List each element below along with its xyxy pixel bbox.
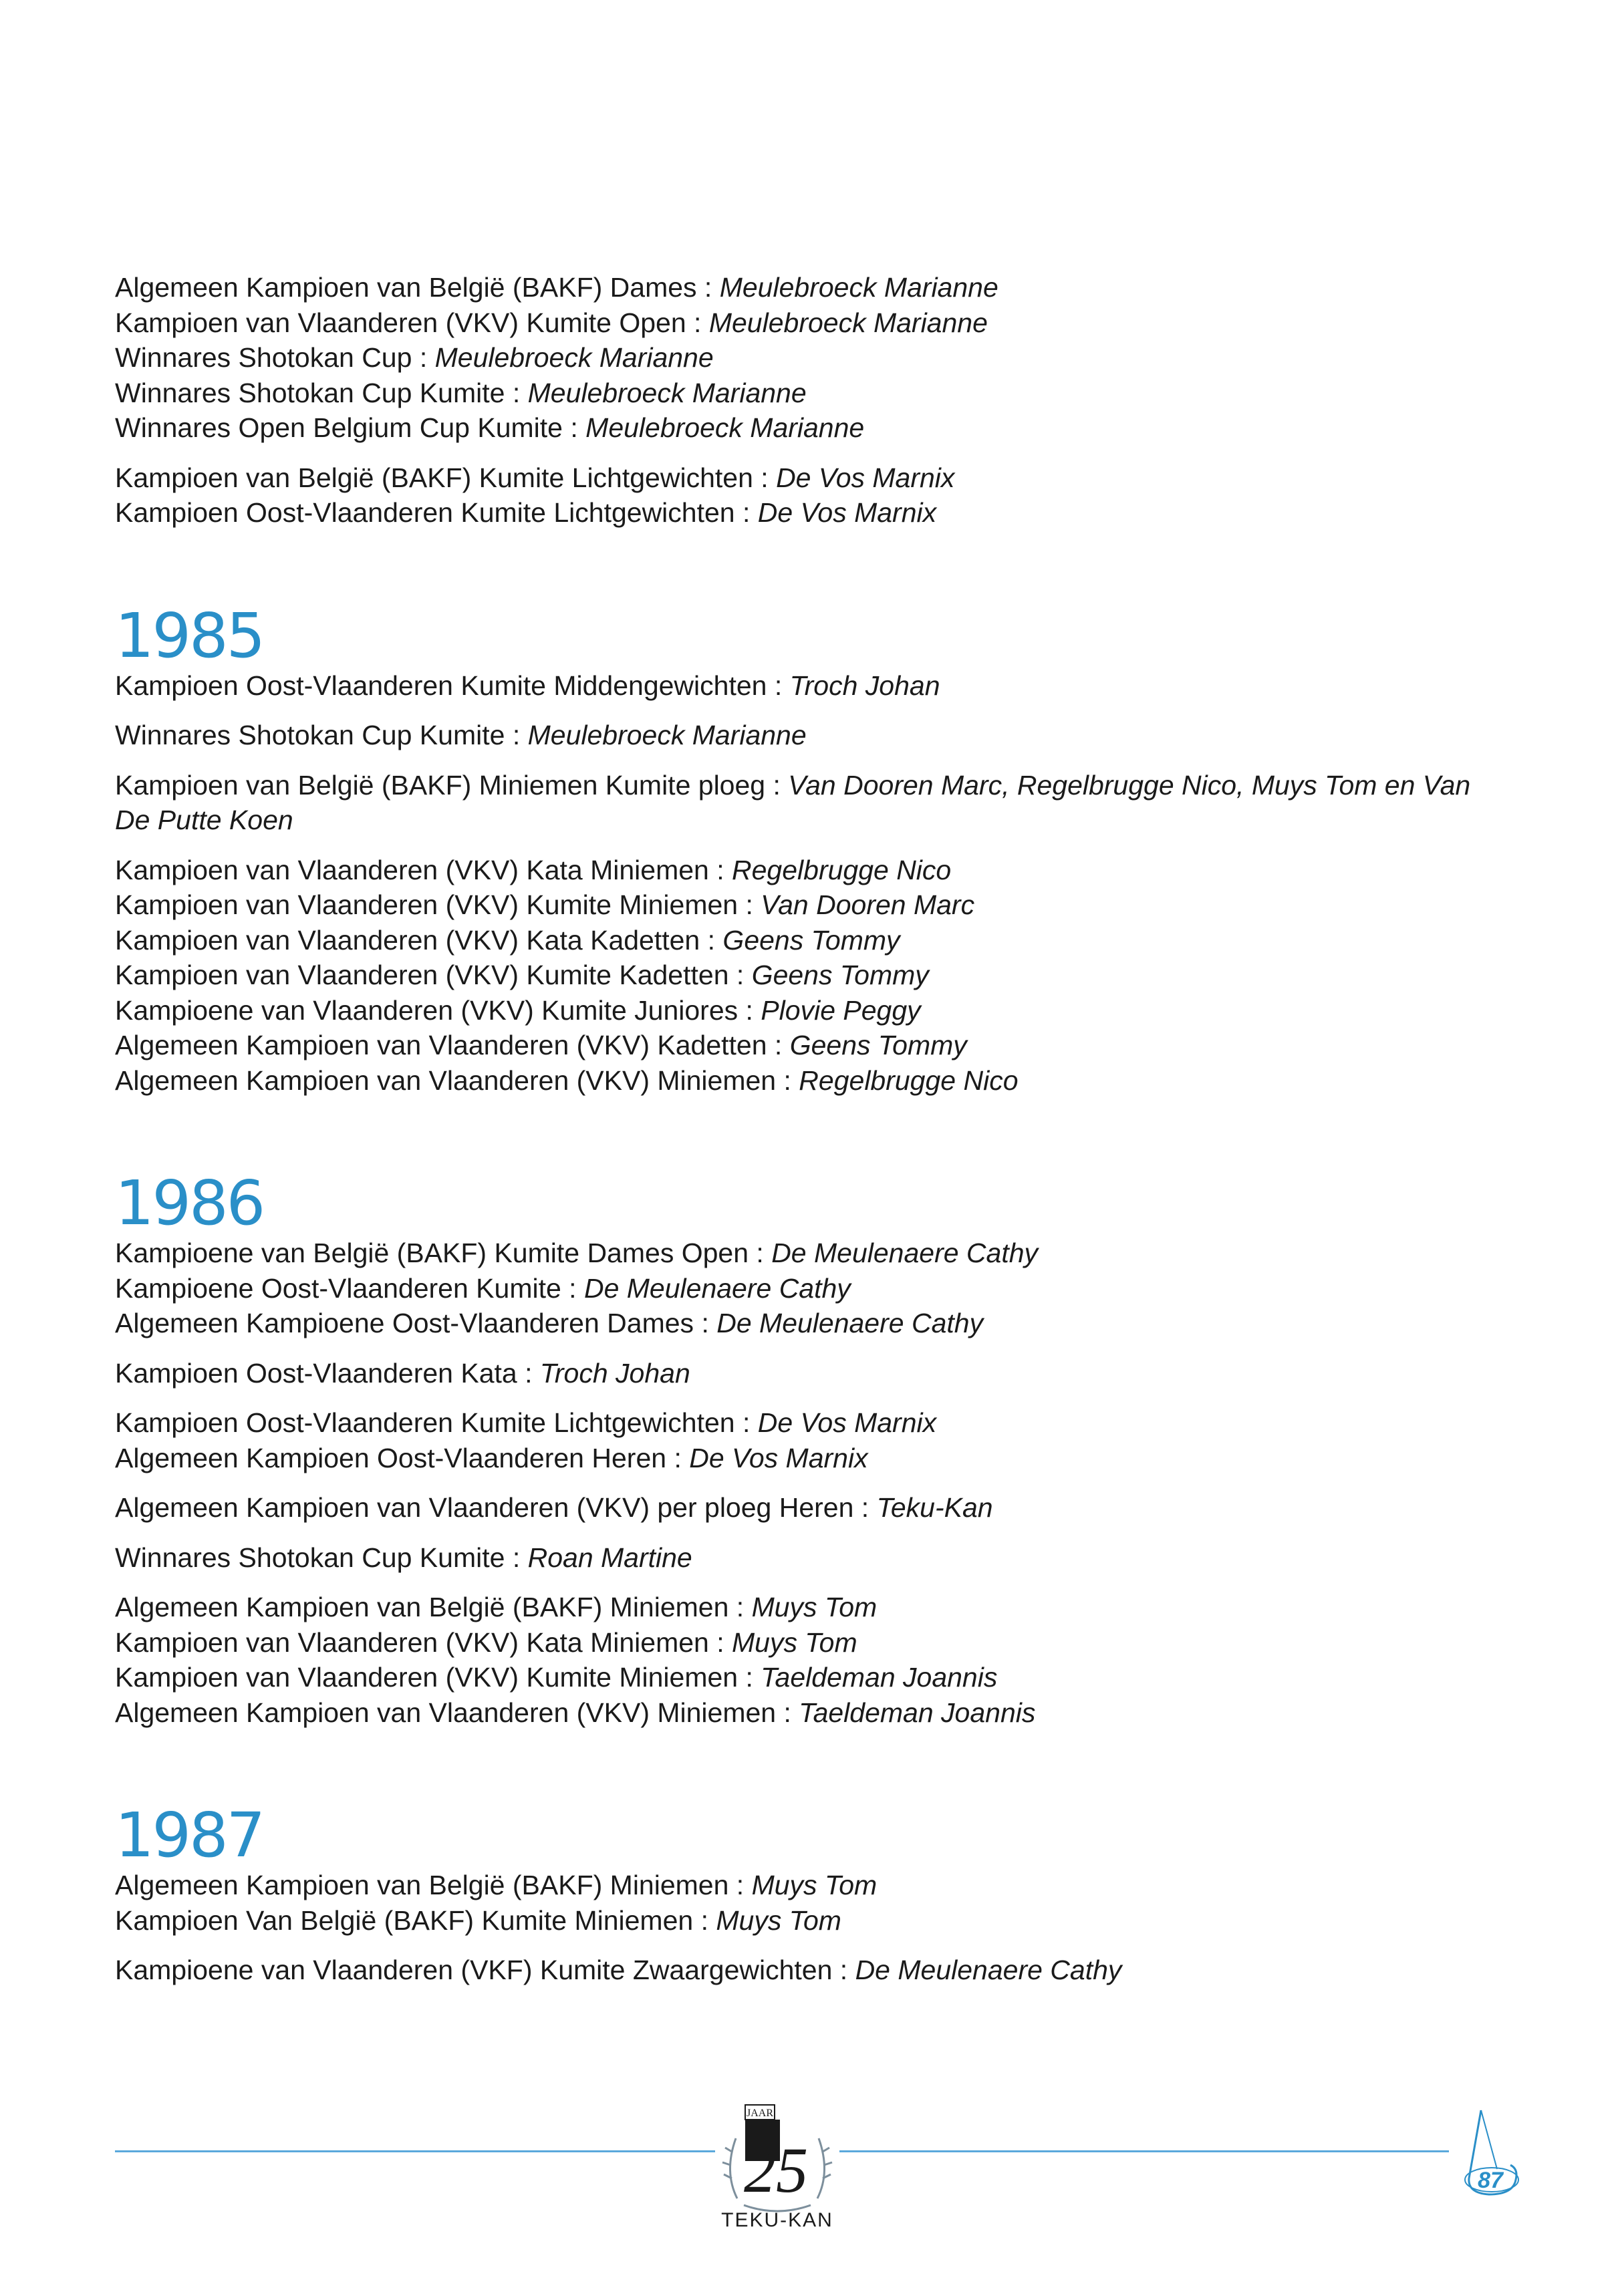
entry-label: Kampioen van Vlaanderen (VKV) Kata Miniemen [115, 1626, 709, 1658]
entry-label: Kampioen Van België (BAKF) Kumite Miniemen [115, 1904, 694, 1936]
entry-label: Winnares Shotokan Cup Kumite [115, 377, 505, 408]
entry-name: Van Dooren Marc, Regelbrugge Nico, Muys Tom en Van De Putte Koen [115, 769, 1471, 835]
entry-label: Kampioene van Vlaanderen (VKV) Kumite Juniores [115, 994, 739, 1026]
entry-name: Geens Tommy [751, 960, 929, 990]
entry-label: Kampioen Oost-Vlaanderen Kumite Middengewichten [115, 670, 767, 701]
entry-label: Algemeen Kampioene Oost-Vlaanderen Dames [115, 1308, 694, 1338]
entry-label: Algemeen Kampioen van België (BAKF) Miniemen [115, 1870, 729, 1900]
page-number-badge [1449, 2105, 1529, 2198]
entry-line: Kampioen van Vlaanderen (VKV) Kata Miniemen : Regelbrugge Nico [115, 854, 952, 885]
entry-line: Kampioen Oost-Vlaanderen Kata : Troch Johan [115, 1357, 690, 1389]
entry-line: Winnares Shotokan Cup Kumite : Meulebroeck Marianne [115, 720, 807, 750]
entry-line: Kampioen van Vlaanderen (VKV) Kumite Miniemen : Van Dooren Marc [115, 889, 975, 920]
entry-label: Kampioen van Vlaanderen (VKV) Kumite Kadetten [115, 960, 729, 990]
entry-line: Kampioen Oost-Vlaanderen Kumite Lichtgewichten : De Vos Marnix [115, 1407, 937, 1438]
entry-line: Kampioen van Vlaanderen (VKV) Kumite Open : Meulebroeck Marianne [115, 307, 988, 338]
entry-label: Kampioen van Vlaanderen (VKV) Kata Miniemen [115, 854, 709, 885]
entry-label: Kampioen van Vlaanderen (VKV) Kumite Open [115, 307, 686, 338]
entry-name: Geens Tommy [722, 924, 900, 956]
entry-line: Kampioen Oost-Vlaanderen Kumite Lichtgewichten : De Vos Marnix [115, 497, 937, 528]
entry-line: Kampioene Oost-Vlaanderen Kumite : De Meulenaere Cathy [115, 1272, 851, 1304]
entry-name: Meulebroeck Marianne [527, 377, 807, 408]
entry-label: Algemeen Kampioen van België (BAKF) Miniemen [115, 1592, 729, 1622]
entry-line: Kampioene van Vlaanderen (VKV) Kumite Juniores : Plovie Peggy [115, 994, 921, 1026]
entry-group [115, 1953, 1485, 1988]
entry-group [115, 460, 1485, 531]
logo-jaar-text: JAAR [746, 2108, 774, 2119]
entry-group [115, 768, 1485, 838]
entry-group [115, 668, 1485, 704]
entry-label: Kampioen van Vlaanderen (VKV) Kumite Miniemen [115, 889, 739, 920]
entry-line: Algemeen Kampioen van Vlaanderen (VKV) Miniemen : Taeldeman Joannis [115, 1697, 1036, 1728]
entry-label: Kampioen Oost-Vlaanderen Kumite Lichtgewichten [115, 497, 735, 528]
footer-line-left [115, 2150, 715, 2152]
entry-line: Winnares Open Belgium Cup Kumite : Meulebroeck Marianne [115, 412, 865, 443]
footer-line-right [839, 2150, 1449, 2152]
entry-line: Kampioen Oost-Vlaanderen Kumite Middengewichten : Troch Johan [115, 670, 940, 701]
entry-line: Kampioen van Vlaanderen (VKV) Kata Kadetten : Geens Tommy [115, 924, 900, 956]
entry-label: Algemeen Kampioen Oost-Vlaanderen Heren [115, 1442, 667, 1473]
entry-name: De Vos Marnix [689, 1442, 868, 1473]
entry-line: Winnares Shotokan Cup Kumite : Meulebroeck Marianne [115, 377, 807, 408]
entry-label: Kampioene van België (BAKF) Kumite Dames Open [115, 1238, 749, 1268]
year-sections [115, 599, 1485, 1988]
entry-name: Taeldeman Joannis [761, 1662, 998, 1693]
entry-line: Kampioen van Vlaanderen (VKV) Kumite Miniemen : Taeldeman Joannis [115, 1662, 998, 1693]
entry-line: Algemeen Kampioene Oost-Vlaanderen Dames : De Meulenaere Cathy [115, 1308, 984, 1338]
entry-group [115, 1868, 1485, 1938]
entry-line: Kampioen van Vlaanderen (VKV) Kumite Kadetten : Geens Tommy [115, 960, 929, 990]
page-content [115, 270, 1485, 2061]
entry-name: Teku-Kan [876, 1492, 993, 1523]
entry-line: Kampioen Van België (BAKF) Kumite Miniemen : Muys Tom [115, 1904, 841, 1936]
entry-group [115, 1356, 1485, 1391]
entry-line: Algemeen Kampioen van België (BAKF) Dames : Meulebroeck Marianne [115, 272, 998, 303]
entry-name: Muys Tom [732, 1626, 857, 1658]
entry-label: Kampioen Oost-Vlaanderen Kumite Lichtgewichten [115, 1407, 735, 1438]
entry-label: Algemeen Kampioen van Vlaanderen (VKV) Miniemen [115, 1697, 777, 1728]
logo-number-text: 25 [744, 2134, 808, 2206]
entry-label: Algemeen Kampioen van België (BAKF) Dames [115, 272, 697, 303]
entry-label: Winnares Shotokan Cup Kumite [115, 720, 505, 750]
entry-name: De Vos Marnix [757, 1407, 937, 1438]
entry-label: Kampioene Oost-Vlaanderen Kumite [115, 1272, 561, 1304]
entry-name: Geens Tommy [789, 1030, 967, 1060]
entry-label: Algemeen Kampioen van Vlaanderen (VKV) per ploeg Heren [115, 1492, 854, 1523]
entry-name: Van Dooren Marc [761, 889, 975, 920]
logo-caption: TEKU-KAN [721, 2209, 833, 2231]
entry-label: Algemeen Kampioen van Vlaanderen (VKV) Kadetten [115, 1030, 767, 1060]
entry-group [115, 1236, 1485, 1341]
entry-name: De Meulenaere Cathy [716, 1308, 984, 1338]
entry-name: Meulebroeck Marianne [527, 720, 807, 750]
entry-group [115, 1590, 1485, 1730]
entry-line: Winnares Shotokan Cup Kumite : Roan Martine [115, 1542, 692, 1573]
entry-label: Kampioene van Vlaanderen (VKF) Kumite Zwaargewichten [115, 1955, 833, 1985]
entry-line: Kampioen van België (BAKF) Miniemen Kumite ploeg : Van Dooren Marc, Regelbrugge Nico, Muys Tom en Van De Putte Koen [115, 769, 1471, 835]
entry-group [115, 718, 1485, 753]
entry-label: Winnares Shotokan Cup Kumite [115, 1542, 505, 1573]
entry-name: Taeldeman Joannis [799, 1697, 1036, 1728]
entry-line: Kampioen van Vlaanderen (VKV) Kata Miniemen : Muys Tom [115, 1626, 857, 1658]
entry-name: Troch Johan [539, 1357, 690, 1389]
entry-label: Winnares Shotokan Cup [115, 342, 412, 373]
entry-label: Kampioen Oost-Vlaanderen Kata [115, 1357, 517, 1389]
entry-name: Roan Martine [527, 1542, 692, 1573]
year-section [115, 1167, 1485, 1730]
entry-line: Algemeen Kampioen van België (BAKF) Miniemen : Muys Tom [115, 1592, 878, 1622]
entry-label: Kampioen van België (BAKF) Kumite Lichtgewichten [115, 462, 753, 493]
year-heading: 1986 [115, 1167, 264, 1239]
entry-name: Regelbrugge Nico [732, 854, 952, 885]
entry-line: Algemeen Kampioen van Vlaanderen (VKV) per ploeg Heren : Teku-Kan [115, 1492, 993, 1523]
entry-name: Muys Tom [716, 1904, 841, 1936]
entry-label: Kampioen van België (BAKF) Miniemen Kumite ploeg [115, 769, 766, 801]
entry-label: Kampioen van Vlaanderen (VKV) Kata Kadetten [115, 924, 700, 956]
entry-name: Regelbrugge Nico [799, 1064, 1019, 1096]
entry-line: Algemeen Kampioen van België (BAKF) Miniemen : Muys Tom [115, 1870, 878, 1900]
entry-name: Meulebroeck Marianne [585, 412, 865, 443]
entry-name: Meulebroeck Marianne [719, 272, 998, 303]
entry-label: Winnares Open Belgium Cup Kumite [115, 412, 563, 443]
entry-name: De Meulenaere Cathy [583, 1272, 851, 1304]
entry-group [115, 270, 1485, 446]
entry-group [115, 853, 1485, 1099]
entry-name: Troch Johan [789, 670, 940, 701]
year-section [115, 599, 1485, 1099]
intro-section [115, 270, 1485, 531]
year-heading: 1985 [115, 599, 264, 672]
entry-line: Algemeen Kampioen van Vlaanderen (VKV) Miniemen : Regelbrugge Nico [115, 1064, 1019, 1096]
year-section [115, 1800, 1485, 1988]
entry-line: Kampioen van België (BAKF) Kumite Lichtgewichten : De Vos Marnix [115, 462, 955, 493]
entry-group [115, 1540, 1485, 1576]
year-heading: 1987 [115, 1800, 264, 1871]
entry-name: Muys Tom [751, 1592, 878, 1622]
entry-name: De Meulenaere Cathy [855, 1955, 1122, 1985]
entry-label: Algemeen Kampioen van Vlaanderen (VKV) Miniemen [115, 1064, 777, 1096]
entry-line: Winnares Shotokan Cup : Meulebroeck Marianne [115, 342, 714, 373]
entry-name: De Vos Marnix [757, 497, 937, 528]
entry-group [115, 1405, 1485, 1475]
entry-line: Kampioene van België (BAKF) Kumite Dames Open : De Meulenaere Cathy [115, 1238, 1039, 1268]
entry-line: Kampioene van Vlaanderen (VKF) Kumite Zwaargewichten : De Meulenaere Cathy [115, 1955, 1122, 1985]
page-number: 87 [1478, 2168, 1503, 2193]
entry-name: Plovie Peggy [761, 994, 921, 1026]
entry-name: Meulebroeck Marianne [708, 307, 988, 338]
entry-name: De Meulenaere Cathy [771, 1238, 1039, 1268]
entry-name: Meulebroeck Marianne [434, 342, 714, 373]
entry-line: Algemeen Kampioen Oost-Vlaanderen Heren : De Vos Marnix [115, 1442, 868, 1473]
entry-label: Kampioen van Vlaanderen (VKV) Kumite Miniemen [115, 1662, 739, 1693]
entry-name: De Vos Marnix [776, 462, 955, 493]
entry-line: Algemeen Kampioen van Vlaanderen (VKV) Kadetten : Geens Tommy [115, 1030, 967, 1060]
entry-group [115, 1490, 1485, 1526]
entry-name: Muys Tom [751, 1870, 878, 1900]
